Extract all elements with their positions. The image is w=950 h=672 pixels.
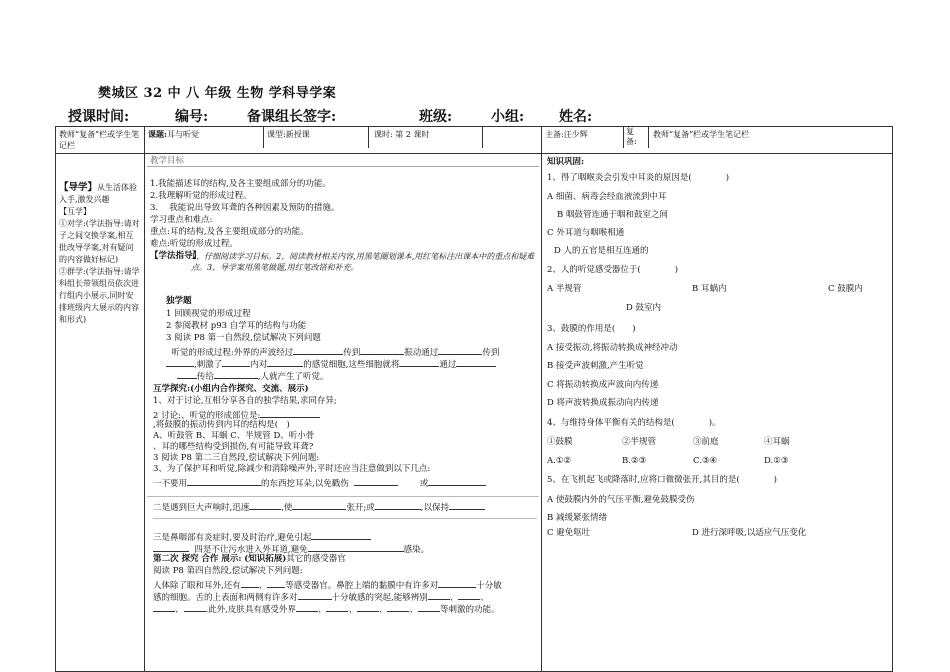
group-leader-sign-label: 备课组长签字: <box>247 109 337 125</box>
author-info-cell: 主备:汪少辉 复 备: 教师“复备”栏或学生笔记栏 <box>542 127 893 154</box>
class-time-label: 授课时间: <box>68 109 130 125</box>
right-note-header: 教师“复备”栏或学生笔记栏 <box>653 130 750 139</box>
page-title: 樊城区 32 中 八 年级 生物 学科导学案 <box>98 86 337 101</box>
left-note-column: 【导学】从生活体验入手,激发兴趣 【互学】 ①对学:(学法指导:请对子之间交换学案,相互批改导学案,对有疑问的内容做好标记) ②群学:(学法指导:请学科组长带领组员依次进行组内小展示,同时安排班级内大展示的内容和形式) <box>56 154 145 672</box>
number-label: 编号: <box>175 109 209 125</box>
left-note-header: 教师“复备”栏或学生笔记栏 <box>56 127 145 154</box>
practice-column: 知识巩固: 1、得了咽喉炎会引发中耳炎的原因是( ) A 细菌、病毒会经血液流到中耳 B 咽鼓管连通于咽和鼓室之间 C 外耳道与咽喉相通 D 人的五官是相互连通的 2、人的听觉感受器位于( ) A 半规管 B 耳蜗内 C 鼓膜内 D 鼓室内 3、鼓膜的作用是( ) A 接受振动,将振动转换成神经冲动 B 接受声波刺激,产生听觉 C 将振动转换成声波向内传递 D 将声波转换成振动向内传递 4、与维持身体平衡有关的结构是( )。 ①鼓膜 ②半规管 ③前庭 ④耳蜗 A.①② B.②③ C.③④ D.①③ 5、在飞机起飞或降落时,应将口微微张开,其目的是( ) A 使鼓膜内外的气压平衡,避免鼓膜受伤 B 减缓紧张情绪 C 避免呕吐 D 进行深呼吸,以适应气压变化 <box>542 154 893 672</box>
topic: 耳与听觉 <box>166 130 199 139</box>
lesson-type: 课型:新授课 <box>267 130 310 139</box>
lesson-table <box>55 126 893 672</box>
name-label: 姓名: <box>559 109 593 125</box>
group-label: 小组: <box>491 109 525 125</box>
lesson-info-cell: 课题:耳与听觉 课型:新授课 课时: 第 2 课时 <box>145 127 542 154</box>
lead-author: 主备:汪少辉 <box>545 130 588 139</box>
main-content: 教学目标 1.我能描述耳的结构,及各主要组成部分的功能。 2.我理解听觉的形成过程。 3. 我能说出导致耳聋的各种因素及预防的措施。 学习重点和难点: 重点:耳的结构,及各主要组成部分的功能。 难点:听觉的形成过程。 【学法指导】 1、仔细阅读学习目标。2、阅读教材相关内容,用黑笔圈划课本,用红笔标注出课本中的重点和疑难点。3、导学案用黑笔做题,用红笔改错和补充。 独学题 1 回顾视觉的形成过程 2 参阅教材 p93 自学耳的结构与功能 3 阅读 P8 第一自然段,偿试解决下列问题 听觉的形成过程:外界的声波经过 传到 振动通过 传到 ,刺激了 内对 的感觉细胞,这些细胞就将 通过 传给 ,人就产生了听觉。 互学探究:(小组内合作探究、交流、展示) 1、对于讨论,互相分享各自的独学结果,求同存异; 2 讨论:、听觉的形成部位是: ,将鼓膜的振动传到内耳的结构是( ) A、听鼓管 B、耳蜗 C、半规管 D、听小骨 、耳的哪些结构受到损伤,有可能导致耳聋? 3 阅读 P8 第二三自然段,偿试解决下列问题: 3、为了保护耳和听觉,除减少和消除噪声外,平时还应当注意做到以下几点: 一不要用 的东西挖耳朵,以免戳伤 或 二是遇到巨大声响时,迅速 ,使 张开;或 ,以保持 三是鼻咽部有炎症时,要及时治疗,避免引起 四是不让污水进入外耳道,避免 感染。 第二次 探究 合作 展示: (知识拓展)其它的感受器官 阅读 P8 第四自然段,偿试解决下列问题: 人体除了眼和耳外,还有 、 等感受器官。鼻腔上端的黏膜中有许多对 十分敏 感的细胞。舌的上表面和两侧有许多对 十分敏感的突起,能够辨别 、 、 、 .此外,皮肤具有感受外界 、 、 、 、 等刺激的功能。 <box>145 154 542 672</box>
class-label: 班级: <box>419 109 453 125</box>
lesson-hours: 课时: 第 2 课时 <box>374 130 430 139</box>
